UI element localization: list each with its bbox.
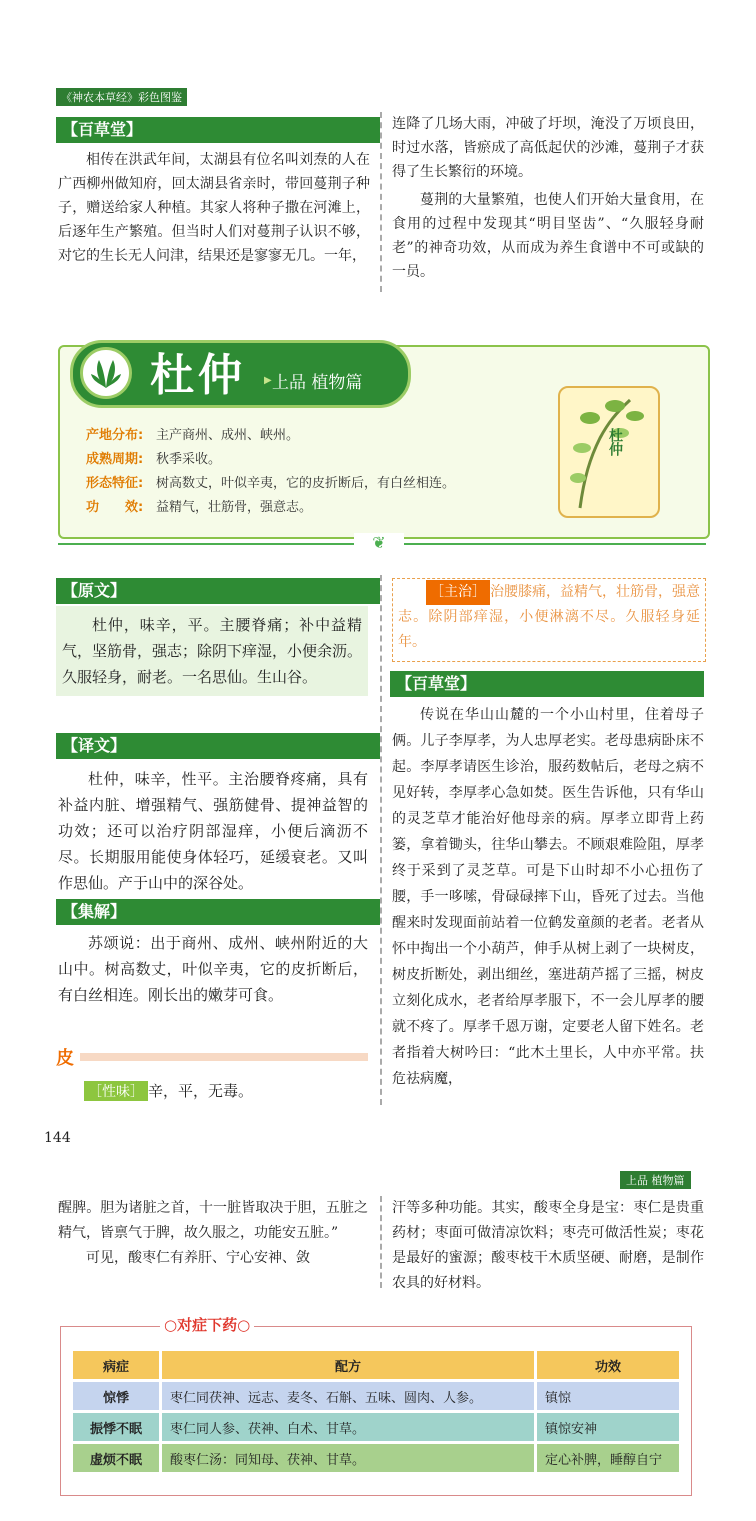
leaf-logo-icon [80,347,132,399]
herb-illustration-label: 杜仲 [607,428,623,456]
section-header-yuanwen: 【原文】 [56,578,380,604]
pi-heading: 皮 [56,1048,74,1069]
table-title: ○对症下药○ [160,1314,254,1335]
column-divider-page2 [380,1196,382,1288]
cell-effect: 定心补脾，睡醇自宁 [537,1444,679,1472]
header-cell: 病症 [73,1351,159,1379]
column-divider-main [380,575,382,1105]
table-header-row [73,1351,679,1379]
section-header-baicaotang-top: 【百草堂】 [56,117,380,143]
herb-title: 杜仲 [150,350,246,401]
yiwen-text: 杜仲，味辛，性平。主治腰脊疼痛，具有补益内脏、增强精气、强筋健骨、提神益智的功效；还可以治疗阴部湿痒，小便后滴沥不尽。长期服用能使身体轻巧，延缓衰老。又叫作思仙。产于山中的深谷处。 [58,770,368,892]
top-right-text: 连降了几场大雨，冲破了圩坝，淹没了万顷良田，时过水落，皆瘀成了高低起伏的沙滩，蔓荆子才获得了生长繁衍的环境。 蔓荆的大量繁殖，也使人们开始大量食用，在食用的过程中发现其“明目坚齿”、“久服轻身耐老”的神奇功效，从而成为养生食谱中不可或缺的一员。 [392,116,704,280]
table-row [73,1382,679,1410]
cell-recipe: 酸枣仁汤：同知母、茯神、甘草。 [162,1444,534,1472]
column-divider-top [380,112,382,292]
table-row [73,1444,679,1472]
triangle-icon: ▶ [264,375,272,386]
top-left-text: 相传在洪武年间，太湖县有位名叫刘焘的人在广西柳州做知府，回太湖县省亲时，带回蔓荆子种子，赠送给家人种植。其家人将种子撒在河滩上，后逐年生产繁殖。但当时人们对蔓荆子认识不够，对它的生长无人问津，结果还是寥寥无几。一年， [58,152,370,264]
page2-left-text: 醒脾。胆为诸脏之首，十一脏皆取决于胆，五脏之精气，皆禀气于脾，故久服之，功能安五脏。” 可见，酸枣仁有养肝、宁心安神、敛 [58,1200,368,1266]
baicaotang-text: 传说在华山山麓的一个小山村里，住着母子俩。儿子李厚孝，为人忠厚老实。老母患病卧床不起。李厚孝请医生诊治，服药数帖后，老母之病不见好转，李厚孝心急如焚。医生告诉他，只有华山的灵芝草才能治好他母亲的病。厚孝立即背上药篓，拿着锄头，往华山攀去。不顾艰难险阻，厚孝终于采到了灵芝草。可是下山时却不小心扭伤了腰，手一哆嗦，骨碌碌摔下山，昏死了过去。当他醒来时发现面前站着一位鹤发童颜的老者。老者从怀中掏出一个小葫芦，伸手从树上剥了一块树皮，树皮折断处，剥出细丝，塞进葫芦摇了三摇，树皮立刻化成水，老者给厚孝服下，不一会儿厚孝的腰就不疼了。厚孝千恩万谢，定要老人留下姓名。老者指着大树吟曰：“此木土里长，人中亦平常。扶危祛病魔， [392,707,704,1087]
header-cell: 功效 [537,1351,679,1379]
cell-recipe: 枣仁同人参、茯神、白术、甘草。 [162,1413,534,1441]
zhuzhi-label: ［主治］ [426,580,490,605]
table-row [73,1413,679,1441]
herb-category: 上品 植物篇 [272,373,363,393]
category-tag: 上品 植物篇 [620,1171,691,1189]
book-title-tag: 《神农本草经》彩色图鉴 [56,88,187,106]
section-header-jijie: 【集解】 [56,899,380,925]
xingwei-label: ［性味］ [84,1081,148,1101]
xingwei-text: 辛，平，无毒。 [148,1082,254,1100]
header-cell: 配方 [162,1351,534,1379]
zhuzhi-text: ［主治］ 治腰膝痛，益精气，壮筋骨，强意志。除阴部痒湿，小便淋漓不尽。久服轻身延年。 [398,580,700,655]
yuanwen-text: 杜仲，味辛，平。主腰脊痛；补中益精气，坚筋骨，强志；除阴下痒湿，小便余沥。久服轻身，耐老。一名思仙。生山谷。 [56,606,368,696]
cell-symptom: 虚烦不眠 [73,1444,159,1472]
cell-effect: 镇惊安神 [537,1413,679,1441]
cell-recipe: 枣仁同茯神、远志、麦冬、石斛、五味、圆肉、人参。 [162,1382,534,1410]
feature-morphology: 形态特征: 树高数丈，叶似辛夷，它的皮折断后，有白丝相连。 [86,476,456,491]
remedy-table [70,1348,682,1475]
section-header-yiwen: 【译文】 [56,733,380,759]
xingwei-row [84,1080,253,1101]
section-header-baicaotang: 【百草堂】 [390,671,704,697]
ornament-icon: ❦ [354,533,404,553]
feature-origin: 产地分布: 主产商州、成州、峡州。 [86,428,300,443]
feature-effect: 功 效: 益精气，壮筋骨，强意志。 [86,500,313,515]
page2-right-text: 汗等多种功能。其实，酸枣全身是宝：枣仁是贵重药材；枣面可做清凉饮料；枣壳可做活性炭；枣花是最好的蜜源；酸枣枝干木质坚硬、耐磨，是制作农具的好材料。 [392,1200,704,1291]
cell-symptom: 振悸不眠 [73,1413,159,1441]
cell-symptom: 惊悸 [73,1382,159,1410]
pi-heading-bar [80,1053,368,1061]
page-number: 144 [44,1130,71,1146]
feature-harvest: 成熟周期: 秋季采收。 [86,452,222,467]
jijie-text: 苏颂说：出于商州、成州、峡州附近的大山中。树高数丈，叶似辛夷，它的皮折断后，有白丝相连。刚长出的嫩芽可食。 [58,934,368,1004]
cell-effect: 镇惊 [537,1382,679,1410]
